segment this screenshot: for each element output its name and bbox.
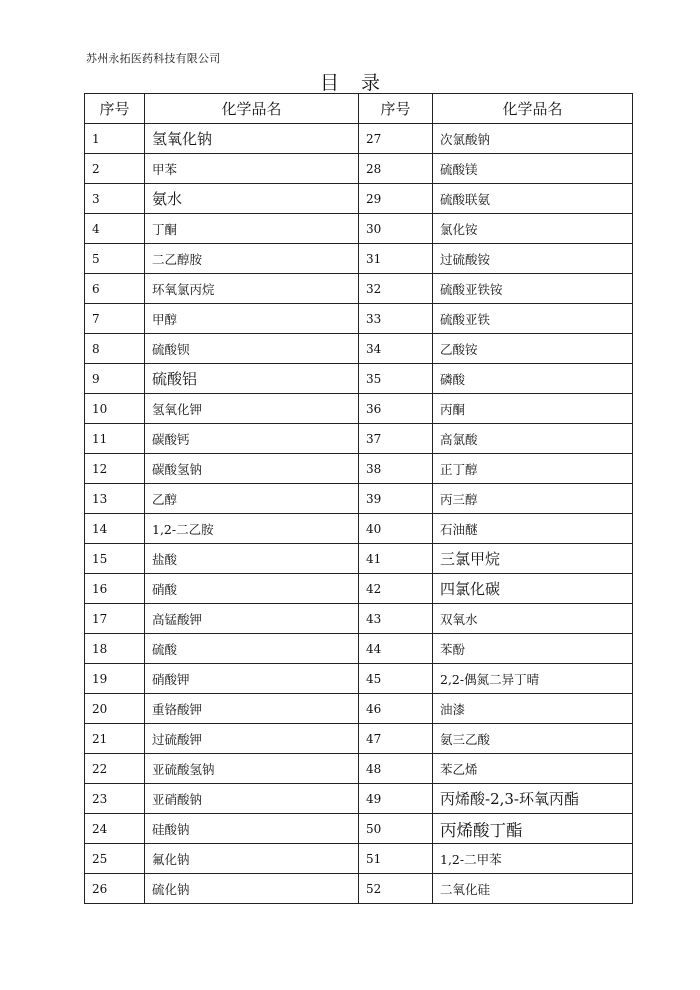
table-row bbox=[85, 754, 633, 784]
chemical-name-cell: 盐酸 bbox=[145, 544, 359, 574]
table-row bbox=[85, 724, 633, 754]
table-row bbox=[85, 424, 633, 454]
serial-cell: 38 bbox=[359, 454, 433, 484]
chemical-name-cell: 氢氧化钾 bbox=[145, 394, 359, 424]
serial-cell: 35 bbox=[359, 364, 433, 394]
table-row bbox=[85, 814, 633, 844]
table-row bbox=[85, 484, 633, 514]
serial-cell: 2 bbox=[85, 154, 145, 184]
chemical-name-cell: 氢氧化钠 bbox=[145, 124, 359, 154]
table-row bbox=[85, 544, 633, 574]
serial-cell: 45 bbox=[359, 664, 433, 694]
chemical-name-cell: 过硫酸铵 bbox=[433, 244, 633, 274]
chemical-name-cell: 氟化钠 bbox=[145, 844, 359, 874]
serial-cell: 12 bbox=[85, 454, 145, 484]
chemical-name-cell: 重铬酸钾 bbox=[145, 694, 359, 724]
serial-cell: 16 bbox=[85, 574, 145, 604]
chemical-name-cell: 亚硫酸氢钠 bbox=[145, 754, 359, 784]
chemical-name-cell: 硝酸钾 bbox=[145, 664, 359, 694]
serial-cell: 5 bbox=[85, 244, 145, 274]
chemical-name-cell: 氯化铵 bbox=[433, 214, 633, 244]
chemical-name-cell: 次氯酸钠 bbox=[433, 124, 633, 154]
table-row bbox=[85, 664, 633, 694]
chemical-name-cell: 高锰酸钾 bbox=[145, 604, 359, 634]
chemical-name-cell: 碳酸氢钠 bbox=[145, 454, 359, 484]
table-row bbox=[85, 274, 633, 304]
serial-cell: 11 bbox=[85, 424, 145, 454]
table-row bbox=[85, 304, 633, 334]
serial-cell: 48 bbox=[359, 754, 433, 784]
chemical-name-cell: 高氯酸 bbox=[433, 424, 633, 454]
serial-cell: 49 bbox=[359, 784, 433, 814]
header-chemical-name-left: 化学品名 bbox=[145, 94, 359, 124]
table-row bbox=[85, 784, 633, 814]
chemical-name-cell: 双氧水 bbox=[433, 604, 633, 634]
table-row bbox=[85, 514, 633, 544]
serial-cell: 40 bbox=[359, 514, 433, 544]
serial-cell: 8 bbox=[85, 334, 145, 364]
table-row bbox=[85, 634, 633, 664]
chemical-name-cell: 2,2-偶氮二异丁晴 bbox=[433, 664, 633, 694]
chemical-name-cell: 石油醚 bbox=[433, 514, 633, 544]
serial-cell: 17 bbox=[85, 604, 145, 634]
chemical-name-cell: 丙烯酸丁酯 bbox=[433, 814, 633, 844]
table-row bbox=[85, 454, 633, 484]
table-row bbox=[85, 364, 633, 394]
chemical-name-cell: 1,2-二甲苯 bbox=[433, 844, 633, 874]
chemical-name-cell: 丁酮 bbox=[145, 214, 359, 244]
chemical-name-cell: 硫酸 bbox=[145, 634, 359, 664]
serial-cell: 47 bbox=[359, 724, 433, 754]
serial-cell: 27 bbox=[359, 124, 433, 154]
chemical-name-cell: 硫酸镁 bbox=[433, 154, 633, 184]
chemical-name-cell: 硫酸亚铁铵 bbox=[433, 274, 633, 304]
serial-cell: 7 bbox=[85, 304, 145, 334]
chemical-name-cell: 氨水 bbox=[145, 184, 359, 214]
serial-cell: 18 bbox=[85, 634, 145, 664]
header-chemical-name-right: 化学品名 bbox=[433, 94, 633, 124]
chemical-name-cell: 碳酸钙 bbox=[145, 424, 359, 454]
serial-cell: 24 bbox=[85, 814, 145, 844]
serial-cell: 1 bbox=[85, 124, 145, 154]
serial-cell: 33 bbox=[359, 304, 433, 334]
table-row bbox=[85, 394, 633, 424]
chemical-name-cell: 正丁醇 bbox=[433, 454, 633, 484]
chemical-name-cell: 四氯化碳 bbox=[433, 574, 633, 604]
serial-cell: 25 bbox=[85, 844, 145, 874]
serial-cell: 4 bbox=[85, 214, 145, 244]
serial-cell: 6 bbox=[85, 274, 145, 304]
serial-cell: 26 bbox=[85, 874, 145, 904]
serial-cell: 23 bbox=[85, 784, 145, 814]
serial-cell: 22 bbox=[85, 754, 145, 784]
chemical-name-cell: 硅酸钠 bbox=[145, 814, 359, 844]
serial-cell: 37 bbox=[359, 424, 433, 454]
chemical-name-cell: 硫化钠 bbox=[145, 874, 359, 904]
chemical-name-cell: 硫酸钡 bbox=[145, 334, 359, 364]
table-header-row bbox=[85, 94, 633, 124]
chemical-name-cell: 乙酸铵 bbox=[433, 334, 633, 364]
serial-cell: 50 bbox=[359, 814, 433, 844]
table-row bbox=[85, 874, 633, 904]
serial-cell: 9 bbox=[85, 364, 145, 394]
table-row bbox=[85, 844, 633, 874]
chemical-name-cell: 氨三乙酸 bbox=[433, 724, 633, 754]
serial-cell: 41 bbox=[359, 544, 433, 574]
serial-cell: 14 bbox=[85, 514, 145, 544]
company-name: 苏州永拓医药科技有限公司 bbox=[86, 52, 221, 65]
table-row bbox=[85, 184, 633, 214]
table-row bbox=[85, 334, 633, 364]
serial-cell: 29 bbox=[359, 184, 433, 214]
serial-cell: 36 bbox=[359, 394, 433, 424]
chemical-name-cell: 硫酸铝 bbox=[145, 364, 359, 394]
chemical-name-cell: 1,2-二乙胺 bbox=[145, 514, 359, 544]
serial-cell: 15 bbox=[85, 544, 145, 574]
serial-cell: 42 bbox=[359, 574, 433, 604]
chemical-name-cell: 硫酸亚铁 bbox=[433, 304, 633, 334]
table-row bbox=[85, 694, 633, 724]
chemical-name-cell: 二乙醇胺 bbox=[145, 244, 359, 274]
serial-cell: 51 bbox=[359, 844, 433, 874]
serial-cell: 39 bbox=[359, 484, 433, 514]
serial-cell: 52 bbox=[359, 874, 433, 904]
serial-cell: 20 bbox=[85, 694, 145, 724]
table-row bbox=[85, 574, 633, 604]
serial-cell: 19 bbox=[85, 664, 145, 694]
serial-cell: 34 bbox=[359, 334, 433, 364]
chemical-name-cell: 环氧氯丙烷 bbox=[145, 274, 359, 304]
chemical-name-cell: 丙酮 bbox=[433, 394, 633, 424]
chemical-name-cell: 硝酸 bbox=[145, 574, 359, 604]
chemical-name-cell: 苯酚 bbox=[433, 634, 633, 664]
table-row bbox=[85, 244, 633, 274]
table-row bbox=[85, 214, 633, 244]
table-row bbox=[85, 154, 633, 184]
chemical-name-cell: 乙醇 bbox=[145, 484, 359, 514]
chemical-name-cell: 苯乙烯 bbox=[433, 754, 633, 784]
serial-cell: 13 bbox=[85, 484, 145, 514]
serial-cell: 43 bbox=[359, 604, 433, 634]
chemical-name-cell: 磷酸 bbox=[433, 364, 633, 394]
serial-cell: 46 bbox=[359, 694, 433, 724]
serial-cell: 32 bbox=[359, 274, 433, 304]
header-serial-right: 序号 bbox=[359, 94, 433, 124]
chemical-name-cell: 甲苯 bbox=[145, 154, 359, 184]
chemical-name-cell: 硫酸联氨 bbox=[433, 184, 633, 214]
chemical-name-cell: 亚硝酸钠 bbox=[145, 784, 359, 814]
chemical-name-cell: 过硫酸钾 bbox=[145, 724, 359, 754]
chemical-name-cell: 甲醇 bbox=[145, 304, 359, 334]
chemical-name-cell: 丙烯酸-2,3-环氧丙酯 bbox=[433, 784, 633, 814]
chemical-name-cell: 丙三醇 bbox=[433, 484, 633, 514]
table-row bbox=[85, 124, 633, 154]
serial-cell: 21 bbox=[85, 724, 145, 754]
serial-cell: 10 bbox=[85, 394, 145, 424]
serial-cell: 44 bbox=[359, 634, 433, 664]
chemical-name-cell: 油漆 bbox=[433, 694, 633, 724]
serial-cell: 31 bbox=[359, 244, 433, 274]
serial-cell: 3 bbox=[85, 184, 145, 214]
serial-cell: 30 bbox=[359, 214, 433, 244]
chemical-name-cell: 二氧化硅 bbox=[433, 874, 633, 904]
chemical-name-cell: 三氯甲烷 bbox=[433, 544, 633, 574]
serial-cell: 28 bbox=[359, 154, 433, 184]
header-serial-left: 序号 bbox=[85, 94, 145, 124]
table-row bbox=[85, 604, 633, 634]
chemical-index-table bbox=[84, 93, 633, 904]
page-title: 目录 bbox=[319, 72, 402, 94]
